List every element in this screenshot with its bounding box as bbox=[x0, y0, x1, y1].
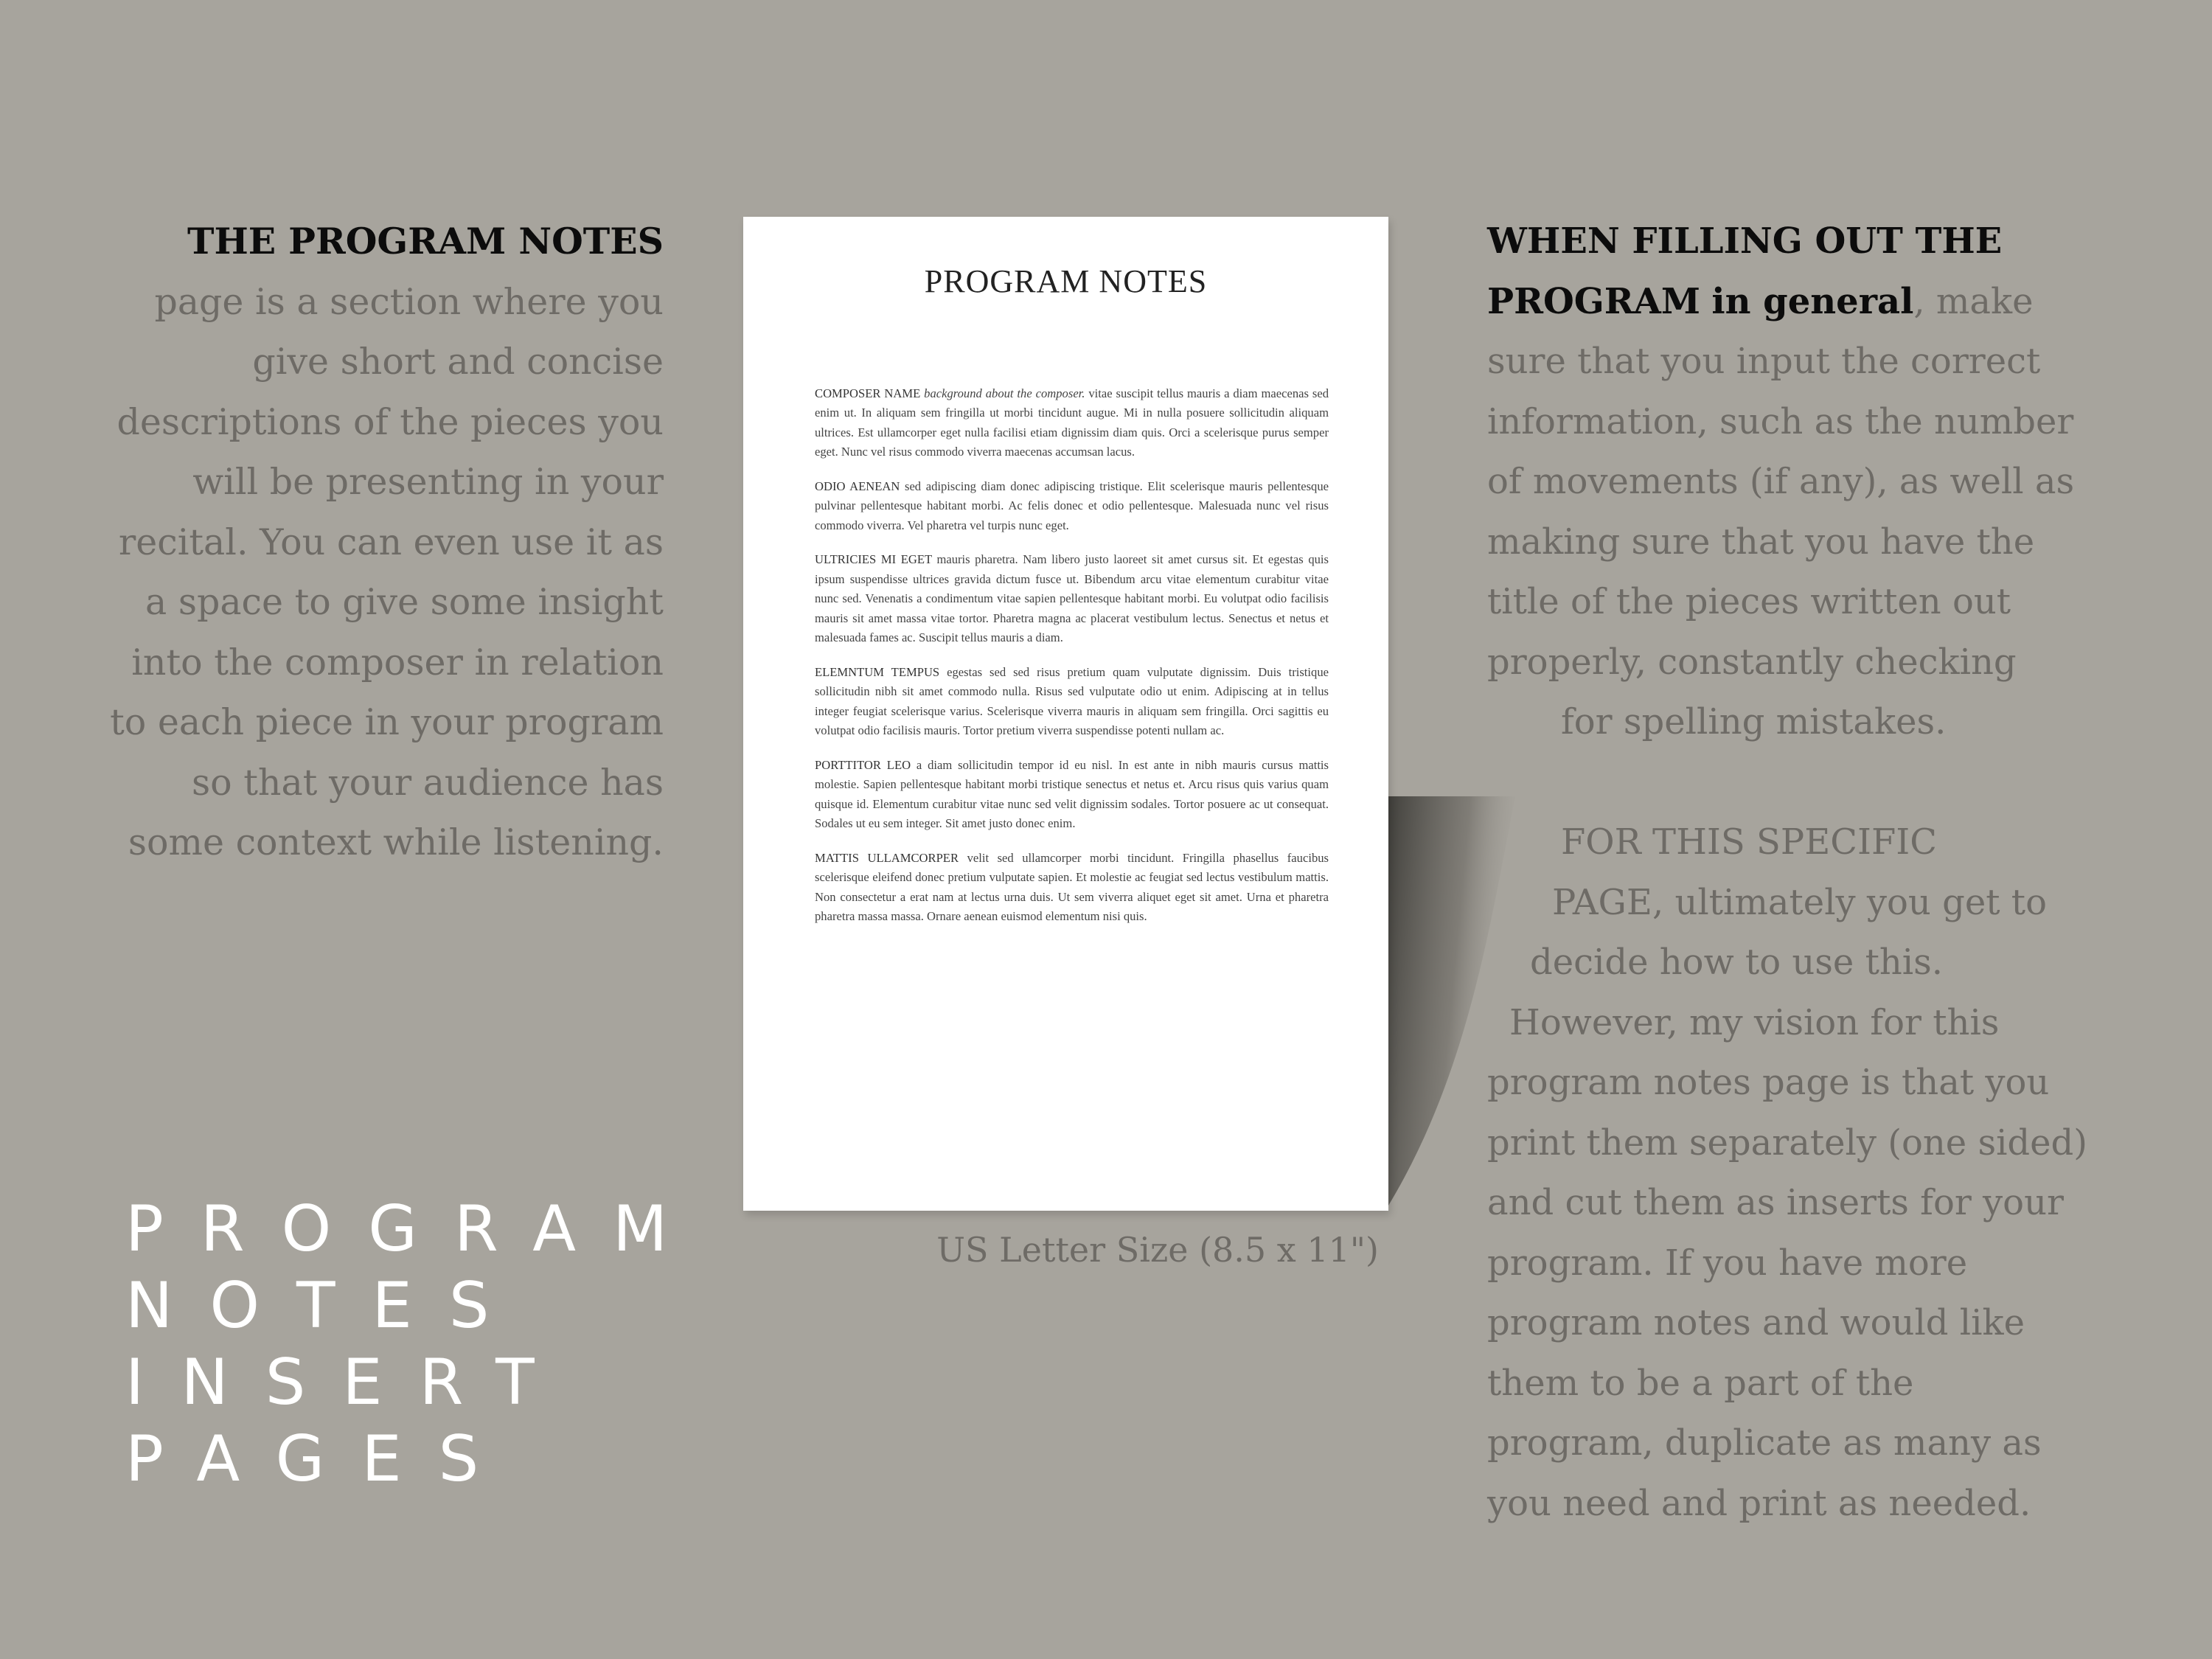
right-p1-line: of movements (if any), as well as bbox=[1487, 461, 2075, 502]
right-p2-line: them to be a part of the bbox=[1487, 1362, 1914, 1404]
composer-name: ODIO AENEAN bbox=[815, 479, 900, 493]
right-description bbox=[1487, 212, 2195, 1534]
right-p1-line: title of the pieces written out bbox=[1487, 581, 2011, 622]
doc-paragraph bbox=[815, 756, 1329, 834]
document-title: PROGRAM NOTES bbox=[924, 263, 1208, 299]
right-p2-line: you need and print as needed. bbox=[1487, 1482, 2031, 1524]
doc-paragraph bbox=[815, 550, 1329, 648]
paragraph-text: egestas sed sed risus pretium quam vulputate dignissim. Duis tristique sollicitudin nibh sit amet commodo nulla. Risus sed vulputate odio ut enim. Adipiscing at in tellus integer feugiat scelerisque varius. Scelerisque viverra mauris in aliquam sem fringilla. Orci sagittis eu volutpat odio facilisis mauris. Tortor pretium viverra suspendisse potenti nullam ac. bbox=[815, 664, 1329, 738]
right-p2-line: FOR THIS SPECIFIC bbox=[1561, 821, 1937, 863]
document-body bbox=[815, 372, 1329, 942]
paragraph-text: a diam sollicitudin tempor id eu nisl. In est ante in nibh mauris cursus mattis molestie. Sapien pellentesque habitant morbi tristique senectus et netus et. Arcu risus quis varius quam quisque id. Elementum curabitur vitae nunc sed velit dignissim sodales. Tortor posuere ac ut consequat. Sodales ut eu sem integer. Sit amet justo donec enim. bbox=[815, 757, 1329, 831]
right-p1-line: information, such as the number bbox=[1487, 400, 2074, 442]
composer-note: background about the composer. bbox=[924, 386, 1085, 400]
right-p2-line: decide how to use this. bbox=[1530, 942, 1944, 983]
right-p1-line: making sure that you have the bbox=[1487, 521, 2035, 563]
paragraph-text: vitae suscipit tellus mauris a diam maecenas sed enim ut. In aliquam sem fringilla ut morbi tincidunt augue. Mi in nulla posuere sollicitudin aliquam ultrices. Est ullamcorper eget nulla facilisi etiam dignissim diam quis. Orci a scelerisque purus semper eget. Nunc vel risus commodo viverra maecenas accumsan lacus. bbox=[815, 386, 1329, 459]
composer-name: ULTRICIES MI EGET bbox=[815, 552, 932, 567]
title-line-4: PAGES bbox=[125, 1422, 516, 1496]
right-p2-line: and cut them as inserts for your bbox=[1487, 1182, 2064, 1223]
right-lead-in-general: in general bbox=[1711, 280, 1914, 322]
spacer bbox=[1487, 753, 2195, 813]
size-caption: US Letter Size (8.5 x 11") bbox=[936, 1230, 1379, 1270]
paragraph-text: mauris pharetra. Nam libero justo laoreet sit amet cursus sit. Et egestas quis ipsum suspendisse ultrices gravida dictum fusce ut. Bibendum arcu vitae elementum curabitur vitae nunc sed. Venenatis a condimentum vitae sapien pellentesque habitant morbi. Eu volutpat odio facilisis mauris sit amet massa vitae tortor. Pharetra magna ac placerat vestibulum lectus. Senectus et netus et malesuada fames ac. Suscipit tellus mauris a diam. bbox=[815, 552, 1329, 645]
left-body-text: page is a section where you give short and concise descriptions of the pieces you will be presenting in your recital. You can even use it as a space to give some insight into the composer in relation to each piece in your program so that your audience has some context while listening. bbox=[110, 280, 664, 863]
right-p1-line: for spelling mistakes. bbox=[1561, 701, 1947, 742]
paragraph-text: sed adipiscing diam donec adipiscing tristique. Elit scelerisque mauris pellentesque pulvinar pellentesque habitant morbi. Ac felis donec et odio pellentesque. Malesuada nunc vel risus commodo viverra. Vel pharetra vel turpis nunc eget. bbox=[815, 479, 1329, 532]
left-lead-heading: THE PROGRAM NOTES bbox=[187, 220, 664, 262]
title-line-3: INSERT bbox=[125, 1346, 571, 1419]
right-p2-line: program, duplicate as many as bbox=[1487, 1422, 2042, 1464]
composer-name: PORTTITOR LEO bbox=[815, 757, 911, 772]
title-line-1: PROGRAM bbox=[125, 1192, 705, 1266]
right-p2-line: PAGE, ultimately you get to bbox=[1552, 881, 2047, 923]
right-p1-line: properly, constantly checking bbox=[1487, 641, 2017, 683]
doc-paragraph bbox=[815, 849, 1329, 927]
title-line-2: NOTES bbox=[125, 1269, 526, 1343]
left-description bbox=[103, 212, 664, 873]
doc-paragraph bbox=[815, 384, 1329, 462]
doc-paragraph bbox=[815, 477, 1329, 536]
page-title bbox=[125, 1191, 789, 1498]
right-p1-line: , make bbox=[1913, 280, 2034, 322]
composer-name: COMPOSER NAME bbox=[815, 386, 921, 400]
composer-name: MATTIS ULLAMCORPER bbox=[815, 850, 959, 865]
right-p2-line: program. If you have more bbox=[1487, 1242, 1968, 1284]
right-p2-line: However, my vision for this bbox=[1509, 1001, 2000, 1043]
right-p1-line: sure that you input the correct bbox=[1487, 341, 2041, 382]
right-lead-line-1: WHEN FILLING OUT THE bbox=[1487, 220, 2003, 262]
program-notes-document bbox=[743, 217, 1388, 1211]
paragraph-text: velit sed ullamcorper morbi tincidunt. Fringilla phasellus faucibus scelerisque eleifend donec pretium vulputate sapien. Et molestie ac feugiat sed lectus vestibulum mattis. Non consectetur a erat nam at lectus urna duis. Ut sem viverra aliquet eget sit amet. Urna et pharetra pharetra massa massa. Ornare aenean euismod elementum nisi quis. bbox=[815, 850, 1329, 924]
right-p2-line: print them separately (one sided) bbox=[1487, 1121, 2088, 1164]
composer-name: ELEMNTUM TEMPUS bbox=[815, 664, 940, 679]
right-lead-line-2 bbox=[1487, 272, 2195, 333]
right-p2-line: program notes and would like bbox=[1487, 1302, 2025, 1343]
right-lead-program: PROGRAM bbox=[1487, 280, 1701, 322]
doc-paragraph bbox=[815, 663, 1329, 741]
right-p2-line: program notes page is that you bbox=[1487, 1062, 2050, 1103]
